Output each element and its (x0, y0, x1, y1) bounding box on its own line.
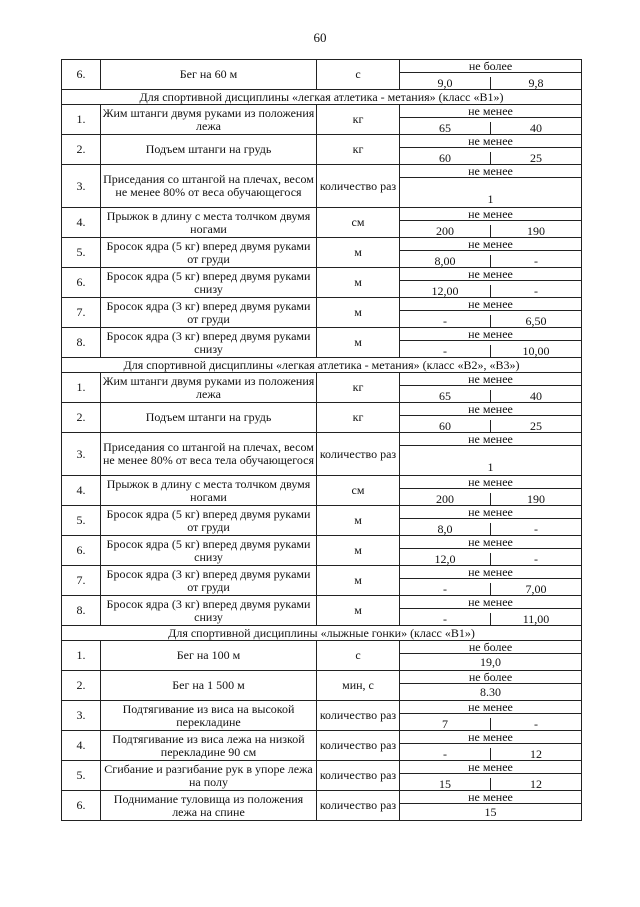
limit-label: не менее (400, 105, 581, 118)
norm-cell (400, 238, 582, 268)
norm-value-2: 12 (530, 777, 542, 791)
table-row (62, 328, 582, 358)
item-number: 4. (62, 476, 101, 506)
norm-block (400, 135, 581, 164)
test-name: Приседания со штангой на плечах, весом не менее 80% от веса обучающегося (101, 165, 317, 208)
norm-value: 1 (487, 460, 494, 474)
norm-value-1: 9,0 (400, 77, 491, 89)
test-name: Бросок ядра (5 кг) вперед двумя руками от груди (101, 506, 317, 536)
test-name: Бросок ядра (3 кг) вперед двумя руками снизу (101, 596, 317, 626)
norm-values (400, 489, 581, 505)
norm-block (400, 268, 581, 297)
norm-block (400, 731, 581, 760)
section-title: Для спортивной дисциплины «легкая атлетика - метания» (класс «В2», «В3») (62, 358, 582, 373)
norm-values (400, 148, 581, 164)
limit-label: не менее (400, 403, 581, 416)
norm-cell (400, 731, 582, 761)
norm-value-2: - (534, 254, 538, 268)
limit-label: не менее (400, 433, 581, 446)
norm-values (400, 714, 581, 730)
norm-cell (400, 60, 582, 90)
item-number: 2. (62, 671, 101, 701)
norm-block (400, 105, 581, 134)
limit-label: не менее (400, 135, 581, 148)
norm-values (400, 251, 581, 267)
norm-cell (400, 761, 582, 791)
norm-value-1: 200 (400, 225, 491, 237)
item-number: 4. (62, 731, 101, 761)
norm-block (400, 165, 581, 207)
unit: м (317, 596, 400, 626)
test-name: Бросок ядра (3 кг) вперед двумя руками снизу (101, 328, 317, 358)
norm-values (400, 281, 581, 297)
norm-value-2: 10,00 (522, 344, 550, 358)
norm-cell (400, 536, 582, 566)
table-row (62, 761, 582, 791)
norm-value-1: 12,0 (400, 553, 491, 565)
norm-value-1: 15 (400, 778, 491, 790)
table-row (62, 165, 582, 208)
table-row (62, 208, 582, 238)
norm-values (400, 684, 581, 700)
norm-cell (400, 506, 582, 536)
test-name: Поднимание туловища из положения лежа на спине (101, 791, 317, 821)
test-name: Приседания со штангой на плечах, весом не менее 80% от веса тела обучающегося (101, 433, 317, 476)
norm-cell (400, 298, 582, 328)
table-row (62, 238, 582, 268)
test-name: Сгибание и разгибание рук в упоре лежа на полу (101, 761, 317, 791)
test-name: Жим штанги двумя руками из положения лежа (101, 373, 317, 403)
test-name: Подтягивание из виса лежа на низкой перекладине 90 см (101, 731, 317, 761)
limit-label: не менее (400, 208, 581, 221)
norm-value-2: 40 (530, 121, 542, 135)
norm-block (400, 791, 581, 820)
limit-label: не менее (400, 566, 581, 579)
norm-cell (400, 476, 582, 506)
table-row (62, 671, 582, 701)
unit: м (317, 298, 400, 328)
item-number: 2. (62, 135, 101, 165)
test-name: Бросок ядра (3 кг) вперед двумя руками от груди (101, 298, 317, 328)
item-number: 1. (62, 373, 101, 403)
unit: мин, с (317, 671, 400, 701)
norm-value-2: 190 (527, 492, 545, 506)
norm-cell (400, 105, 582, 135)
item-number: 1. (62, 641, 101, 671)
unit: м (317, 536, 400, 566)
norm-value-1: 12,00 (400, 285, 491, 297)
norm-block (400, 761, 581, 790)
norm-block (400, 566, 581, 595)
limit-label: не менее (400, 536, 581, 549)
norm-value-1: 8,00 (400, 255, 491, 267)
norm-values (400, 178, 581, 207)
norm-value-2: 7,00 (525, 582, 547, 596)
norm-value-1: 65 (400, 390, 491, 402)
limit-label: не менее (400, 731, 581, 744)
limit-label: не более (400, 641, 581, 654)
section-title: Для спортивной дисциплины «лыжные гонки» (класс «В1») (62, 626, 582, 641)
test-name: Прыжок в длину с места толчком двумя ногами (101, 476, 317, 506)
limit-label: не более (400, 671, 581, 684)
limit-label: не менее (400, 328, 581, 341)
norm-value-1: 8,0 (400, 523, 491, 535)
table-row (62, 641, 582, 671)
table-row (62, 506, 582, 536)
table-row (62, 105, 582, 135)
norm-block (400, 238, 581, 267)
norm-value-2: - (534, 717, 538, 731)
norms-table (61, 59, 582, 821)
norm-cell (400, 403, 582, 433)
norm-value-1: 60 (400, 420, 491, 432)
section-header-row (62, 626, 582, 641)
test-name: Бросок ядра (5 кг) вперед двумя руками снизу (101, 268, 317, 298)
table-row (62, 566, 582, 596)
unit: количество раз (317, 761, 400, 791)
norm-values (400, 73, 581, 89)
table-row (62, 298, 582, 328)
limit-label: не менее (400, 238, 581, 251)
norm-value: 8.30 (480, 685, 501, 699)
unit: количество раз (317, 701, 400, 731)
table-row (62, 731, 582, 761)
norm-block (400, 298, 581, 327)
norm-value-1: 65 (400, 122, 491, 134)
test-name: Бег на 1 500 м (101, 671, 317, 701)
table-row (62, 135, 582, 165)
norm-value-1: - (400, 345, 491, 357)
norm-cell (400, 671, 582, 701)
norm-cell (400, 566, 582, 596)
limit-label: не менее (400, 165, 581, 178)
limit-label: не менее (400, 791, 581, 804)
table-row (62, 476, 582, 506)
norm-value-1: - (400, 583, 491, 595)
item-number: 7. (62, 298, 101, 328)
norm-value-1: 60 (400, 152, 491, 164)
norm-values (400, 654, 581, 670)
norm-block (400, 701, 581, 730)
norm-block (400, 596, 581, 625)
norm-block (400, 536, 581, 565)
limit-label: не менее (400, 506, 581, 519)
norm-value-2: 190 (527, 224, 545, 238)
norm-value-2: - (534, 552, 538, 566)
limit-label: не более (400, 60, 581, 73)
unit: м (317, 328, 400, 358)
unit: количество раз (317, 165, 400, 208)
unit: см (317, 476, 400, 506)
norm-block (400, 671, 581, 700)
norm-block (400, 403, 581, 432)
section-header-row (62, 358, 582, 373)
item-number: 6. (62, 60, 101, 90)
norm-values (400, 744, 581, 760)
item-number: 1. (62, 105, 101, 135)
norm-values (400, 609, 581, 625)
norm-cell (400, 701, 582, 731)
norm-value-1: - (400, 613, 491, 625)
item-number: 5. (62, 761, 101, 791)
norm-values (400, 311, 581, 327)
norm-block (400, 641, 581, 670)
unit: кг (317, 105, 400, 135)
unit: м (317, 566, 400, 596)
test-name: Прыжок в длину с места толчком двумя ногами (101, 208, 317, 238)
norm-value: 15 (484, 805, 497, 819)
norm-values (400, 804, 581, 820)
table-row (62, 596, 582, 626)
section-title: Для спортивной дисциплины «легкая атлетика - метания» (класс «В1») (62, 90, 582, 105)
item-number: 5. (62, 238, 101, 268)
item-number: 3. (62, 701, 101, 731)
table-row (62, 268, 582, 298)
norm-values (400, 446, 581, 475)
norm-values (400, 579, 581, 595)
unit: м (317, 506, 400, 536)
norm-value-1: - (400, 315, 491, 327)
norm-values (400, 341, 581, 357)
section-header-row (62, 90, 582, 105)
norm-value: 19,0 (480, 655, 501, 669)
norm-value-1: 7 (400, 718, 491, 730)
norm-cell (400, 165, 582, 208)
test-name: Подъем штанги на грудь (101, 135, 317, 165)
test-name: Бросок ядра (5 кг) вперед двумя руками от груди (101, 238, 317, 268)
norm-block (400, 433, 581, 475)
norm-block (400, 373, 581, 402)
unit: с (317, 641, 400, 671)
item-number: 8. (62, 596, 101, 626)
table-row (62, 60, 582, 90)
norm-value-2: 9,8 (528, 76, 544, 90)
item-number: 6. (62, 536, 101, 566)
norm-cell (400, 596, 582, 626)
item-number: 5. (62, 506, 101, 536)
limit-label: не менее (400, 596, 581, 609)
norm-cell (400, 268, 582, 298)
item-number: 2. (62, 403, 101, 433)
norm-cell (400, 791, 582, 821)
norm-cell (400, 373, 582, 403)
unit: см (317, 208, 400, 238)
norm-value-2: - (534, 522, 538, 536)
norm-block (400, 208, 581, 237)
norm-block (400, 476, 581, 505)
norm-block (400, 328, 581, 357)
table-row (62, 791, 582, 821)
test-name: Жим штанги двумя руками из положения лежа (101, 105, 317, 135)
norm-cell (400, 328, 582, 358)
table-row (62, 701, 582, 731)
limit-label: не менее (400, 373, 581, 386)
unit: кг (317, 135, 400, 165)
norm-value-1: - (400, 748, 491, 760)
norm-values (400, 416, 581, 432)
item-number: 3. (62, 165, 101, 208)
norm-value-2: 6,50 (525, 314, 547, 328)
norm-cell (400, 641, 582, 671)
norm-values (400, 118, 581, 134)
item-number: 3. (62, 433, 101, 476)
test-name: Бег на 100 м (101, 641, 317, 671)
unit: м (317, 268, 400, 298)
norm-value-2: 11,00 (522, 612, 550, 626)
limit-label: не менее (400, 298, 581, 311)
item-number: 7. (62, 566, 101, 596)
unit: м (317, 238, 400, 268)
norm-value-2: 12 (530, 747, 542, 761)
unit: количество раз (317, 731, 400, 761)
test-name: Бег на 60 м (101, 60, 317, 90)
norm-block (400, 506, 581, 535)
norm-value-2: 25 (530, 419, 542, 433)
unit: количество раз (317, 433, 400, 476)
unit: кг (317, 403, 400, 433)
table-row (62, 373, 582, 403)
limit-label: не менее (400, 761, 581, 774)
norm-value-2: 25 (530, 151, 542, 165)
unit: кг (317, 373, 400, 403)
test-name: Бросок ядра (5 кг) вперед двумя руками снизу (101, 536, 317, 566)
norm-values (400, 221, 581, 237)
test-name: Подъем штанги на грудь (101, 403, 317, 433)
norm-values (400, 774, 581, 790)
norm-values (400, 386, 581, 402)
item-number: 4. (62, 208, 101, 238)
test-name: Подтягивание из виса на высокой перекладине (101, 701, 317, 731)
norm-cell (400, 135, 582, 165)
table-row (62, 536, 582, 566)
page-number: 60 (313, 30, 327, 45)
limit-label: не менее (400, 268, 581, 281)
norm-cell (400, 433, 582, 476)
unit: количество раз (317, 791, 400, 821)
norm-values (400, 519, 581, 535)
norm-block (400, 60, 581, 89)
item-number: 6. (62, 268, 101, 298)
limit-label: не менее (400, 476, 581, 489)
table-row (62, 403, 582, 433)
norm-value-1: 200 (400, 493, 491, 505)
limit-label: не менее (400, 701, 581, 714)
norm-value: 1 (487, 192, 494, 206)
table-row (62, 433, 582, 476)
unit: с (317, 60, 400, 90)
item-number: 8. (62, 328, 101, 358)
norm-value-2: - (534, 284, 538, 298)
test-name: Бросок ядра (3 кг) вперед двумя руками от груди (101, 566, 317, 596)
norm-cell (400, 208, 582, 238)
norm-values (400, 549, 581, 565)
norm-value-2: 40 (530, 389, 542, 403)
item-number: 6. (62, 791, 101, 821)
